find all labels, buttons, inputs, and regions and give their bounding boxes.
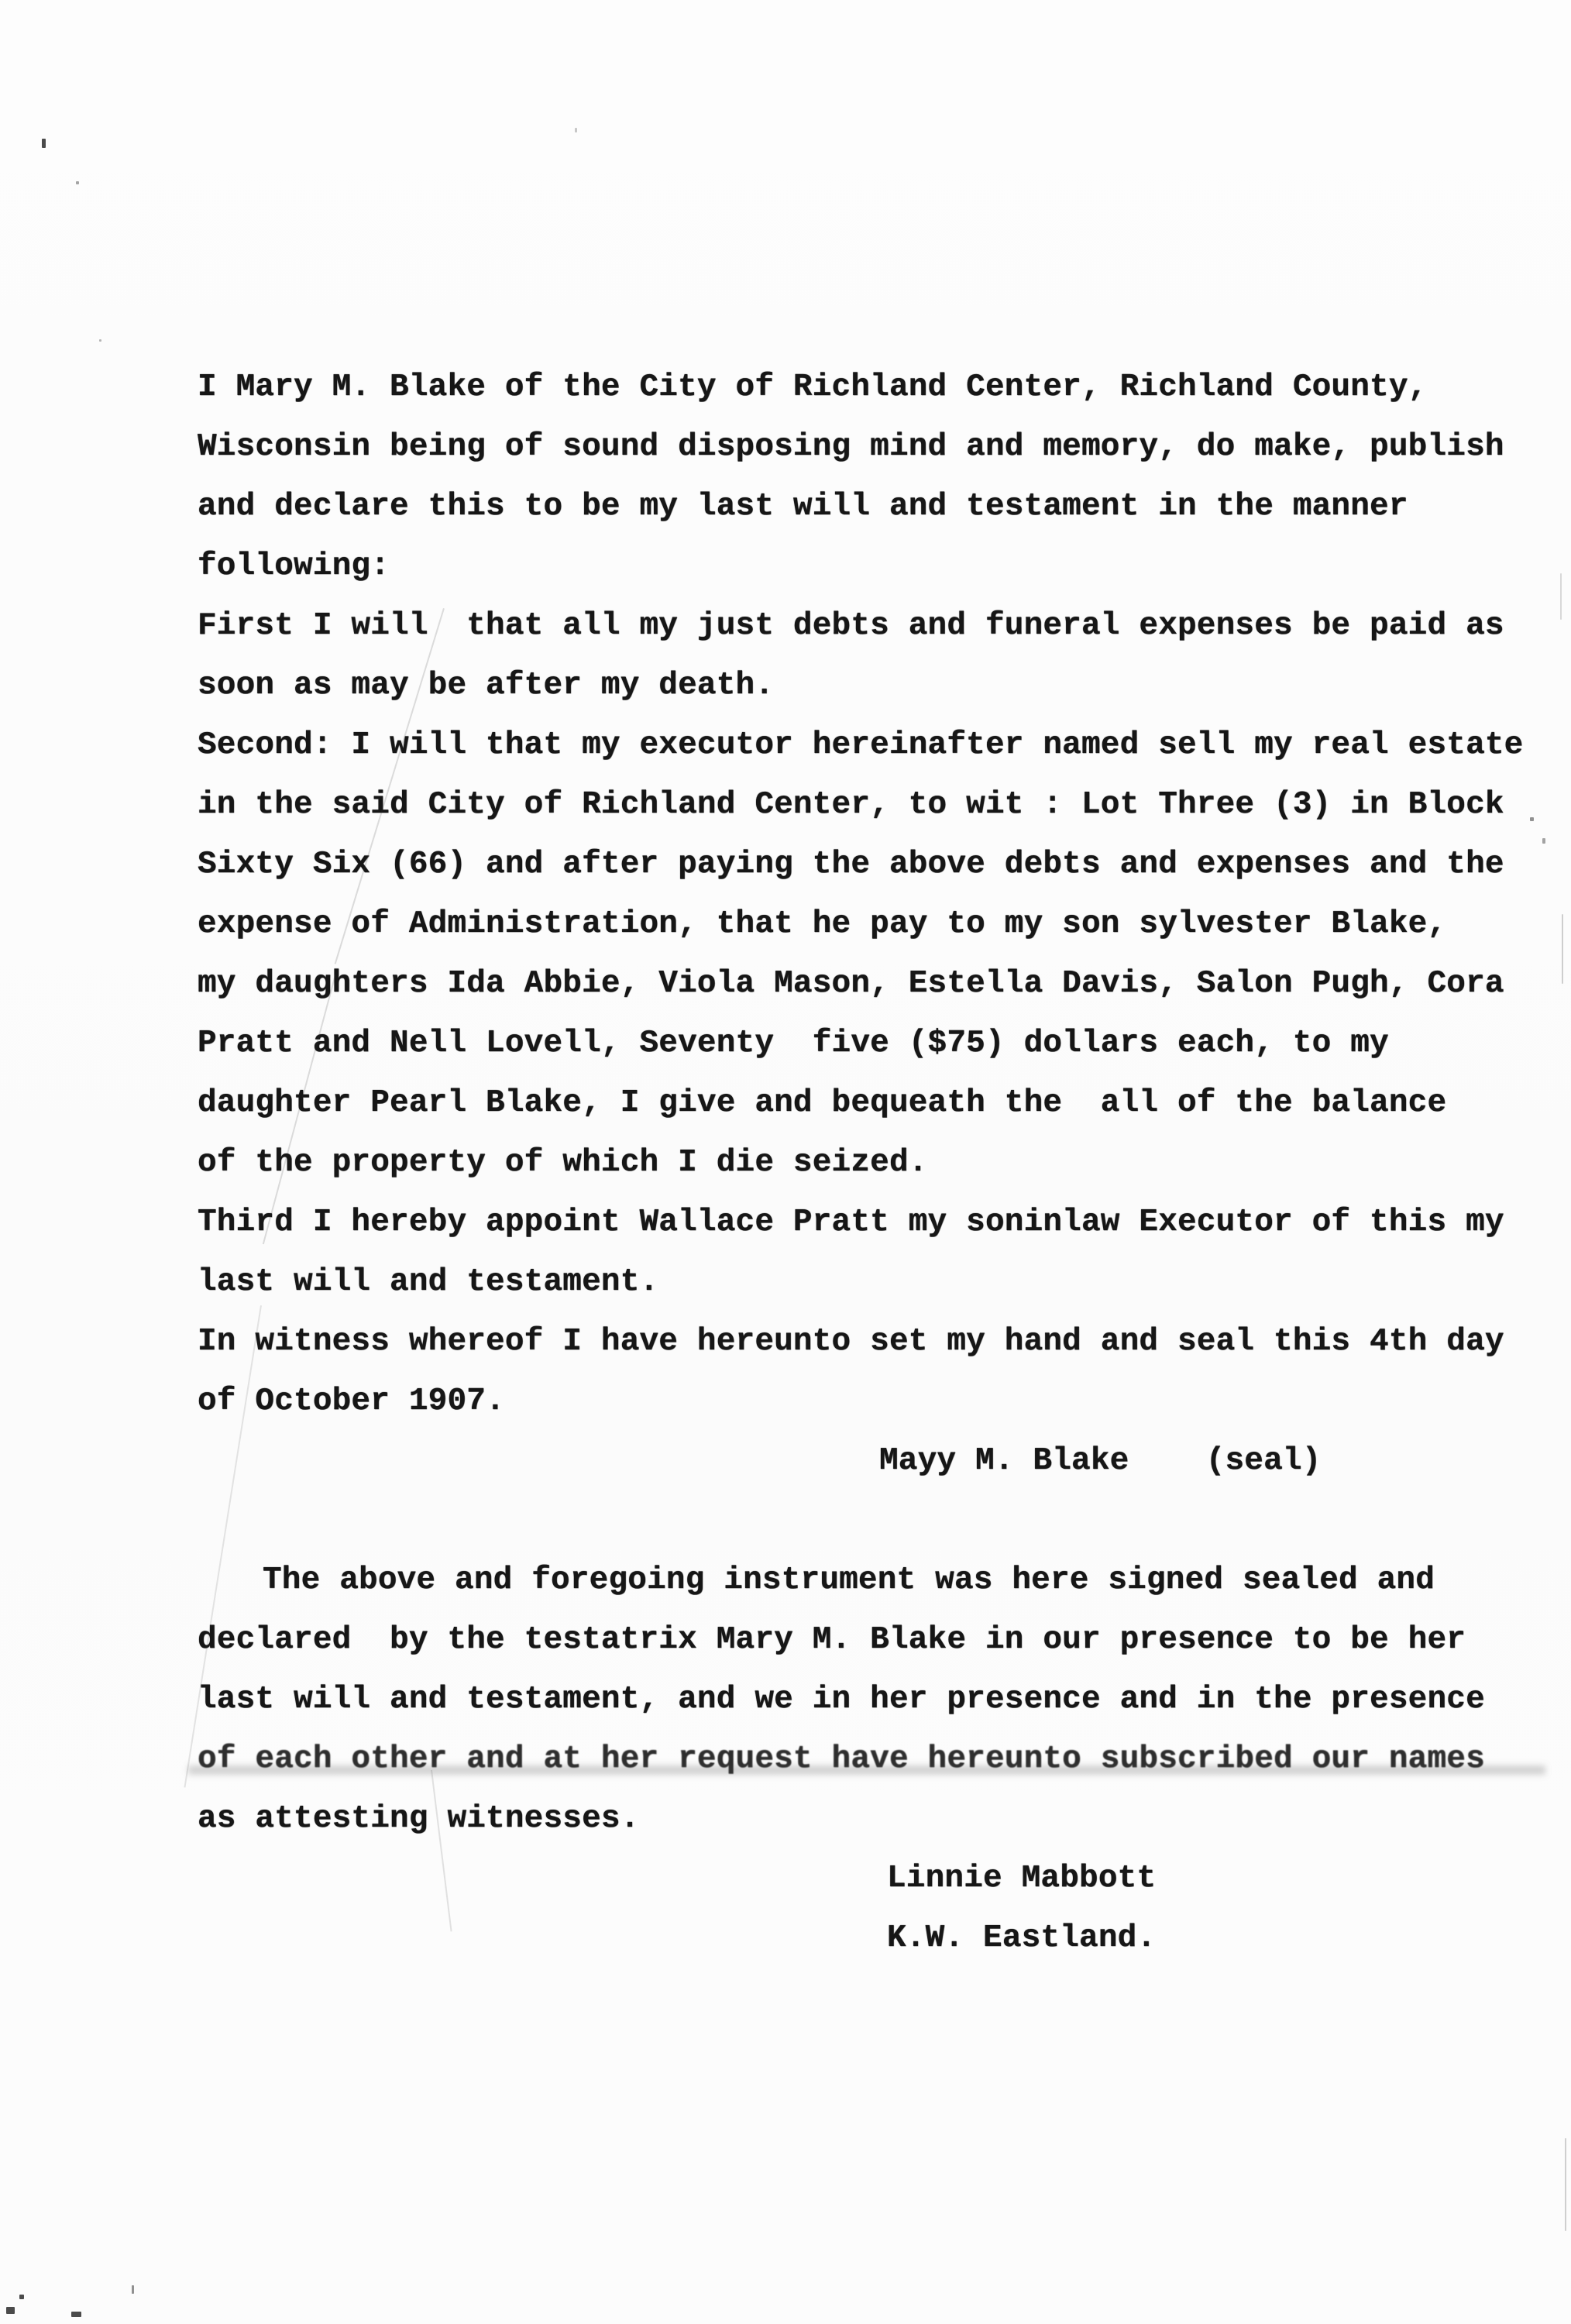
blank-line [198, 1491, 1553, 1551]
scan-speckle [76, 181, 79, 184]
will-body-line: my daughters Ida Abbie, Viola Mason, Estella Davis, Salon Pugh, Cora [198, 966, 1504, 1002]
scan-speckle [99, 339, 101, 342]
will-body-line: Second: I will that my executor hereinafter named sell my real estate [198, 727, 1524, 763]
scan-speckle [1268, 1215, 1271, 1222]
will-body-line: Wisconsin being of sound disposing mind and memory, do make, publish [198, 429, 1504, 465]
will-body-line: last will and testament. [198, 1264, 659, 1300]
scan-speckle [575, 128, 577, 132]
will-body-line: Sixty Six (66) and after paying the above debts and expenses and the [198, 847, 1504, 882]
scan-speckle [1560, 573, 1562, 620]
scan-speckle [1565, 2138, 1566, 2231]
will-text-column [198, 358, 1553, 1968]
scan-speckle [6, 2307, 15, 2314]
attestation-line: declared by the testatrix Mary M. Blake in our presence to be her [198, 1622, 1466, 1658]
will-body-line: expense of Administration, that he pay to my son sylvester Blake, [198, 906, 1447, 942]
scan-speckle [1562, 914, 1563, 984]
will-body-line: of the property of which I die seized. [198, 1145, 928, 1181]
scan-speckle [132, 2285, 134, 2294]
will-body-line: In witness whereof I have hereunto set my hand and seal this 4th day [198, 1324, 1504, 1360]
will-body-line: soon as may be after my death. [198, 668, 775, 703]
scan-speckle [19, 2295, 24, 2299]
will-body-line: Third I hereby appoint Wallace Pratt my soninlaw Executor of this my [198, 1205, 1504, 1240]
will-body-line: and declare this to be my last will and testament in the manner [198, 489, 1408, 524]
will-body-line: Pratt and Nell Lovell, Seventy five ($75) dollars each, to my [198, 1026, 1389, 1061]
attestation-line-faded: of each other and at her request have hereunto subscribed our names [198, 1730, 1553, 1789]
attestation-line: as attesting witnesses. [198, 1801, 640, 1837]
scan-speckle [71, 2312, 81, 2317]
will-body-line: of October 1907. [198, 1384, 505, 1419]
will-body-line: First I will that all my just debts and funeral expenses be paid as [198, 608, 1504, 644]
will-body-line: in the said City of Richland Center, to wit : Lot Three (3) in Block [198, 787, 1504, 823]
attestation-line: last will and testament, and we in her presence and in the presence [198, 1682, 1485, 1717]
witness-signature: Linnie Mabbott [887, 1861, 1157, 1896]
scan-speckle [42, 139, 46, 148]
scan-speckle [1542, 838, 1545, 844]
will-body-line: daughter Pearl Blake, I give and bequeath the all of the balance [198, 1085, 1447, 1121]
will-body-line: following: [198, 548, 390, 584]
testator-signature-line: Mayy M. Blake (seal) [879, 1443, 1322, 1479]
will-body-line: I Mary M. Blake of the City of Richland Center, Richland County, [198, 370, 1428, 405]
attestation-line: The above and foregoing instrument was here signed sealed and [263, 1563, 1435, 1598]
witness-signature: K.W. Eastland. [887, 1920, 1157, 1956]
scan-speckle [1530, 817, 1534, 821]
